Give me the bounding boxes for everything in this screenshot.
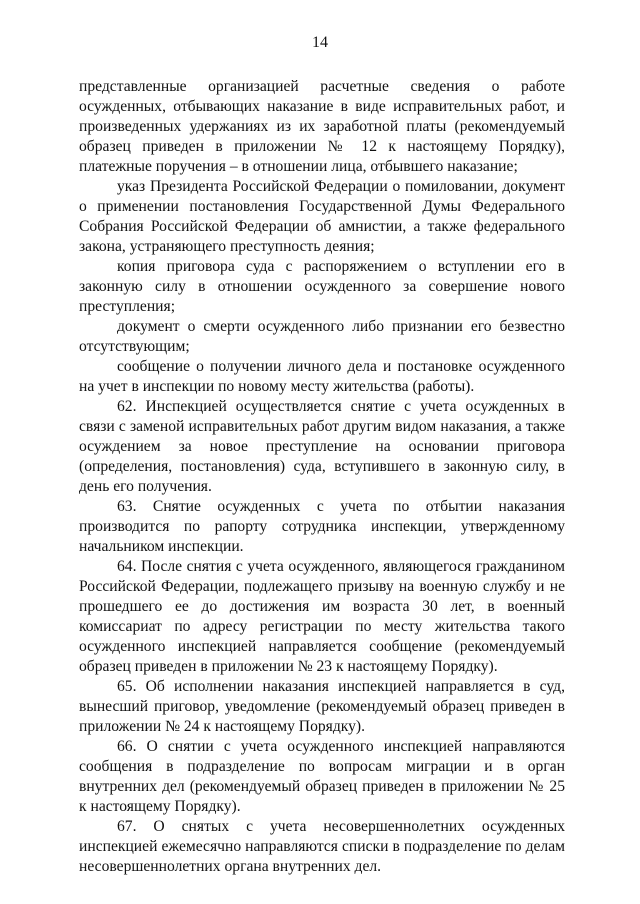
paragraph-pardon-decree: указ Президента Российской Федерации о помиловании, документ о применении постановления Государственной Думы Федерального Собрания Российской Федерации об амнистии, а также федерального закона, устраняющего преступность деяния; [79,178,565,255]
paragraph-personal-file: сообщение о получении личного дела и постановке осужденного на учет в инспекции по новому месту жительства (работы). [79,358,565,395]
paragraph-64: 64. После снятия с учета осужденного, являющегося гражданином Российской Федерации, подлежащего призыву на военную службу и не прошедшего ее до достижения им возраста 30 лет, в военный комиссариат по адресу регистрации по месту жительства такого осужденного инспекцией направляется сообщение (рекомендуемый образец приведен в приложении № 23 к настоящему Порядку). [79,558,565,675]
paragraph-67: 67. О снятых с учета несовершеннолетних осужденных инспекцией ежемесячно направляются списки в подразделение по делам несовершеннолетних органа внутренних дел. [79,818,565,875]
paragraph-settlement-info: представленные организацией расчетные сведения о работе осужденных, отбывающих наказание в виде исправительных работ, и произведенных удержаниях из их заработной платы (рекомендуемый образец приведен в приложении № 12 к настоящему Порядку), платежные поручения – в отношении лица, отбывшего наказание; [79,78,565,175]
paragraph-66: 66. О снятии с учета осужденного инспекцией направляются сообщения в подразделение по вопросам миграции и в орган внутренних дел (рекомендуемый образец приведен в приложении № 25 к настоящему Порядку). [79,738,565,815]
paragraph-62: 62. Инспекцией осуществляется снятие с учета осужденных в связи с заменой исправительных работ другим видом наказания, а также осуждением за новое преступление на основании приговора (определения, постановления) суда, вступившего в законную силу, в день его получения. [79,398,565,495]
paragraph-death-document: документ о смерти осужденного либо признании его безвестно отсутствующим; [79,318,565,355]
paragraph-sentence-copy: копия приговора суда с распоряжением о вступлении его в законную силу в отношении осужденного за совершение нового преступления; [79,258,565,315]
paragraph-65: 65. Об исполнении наказания инспекцией направляется в суд, вынесший приговор, уведомление (рекомендуемый образец приведен в приложении № 24 к настоящему Порядку). [79,678,565,735]
page-number: 14 [312,34,328,51]
paragraph-63: 63. Снятие осужденных с учета по отбытии наказания производится по рапорту сотрудника инспекции, утвержденному начальником инспекции. [79,498,565,555]
document-body [79,77,565,877]
